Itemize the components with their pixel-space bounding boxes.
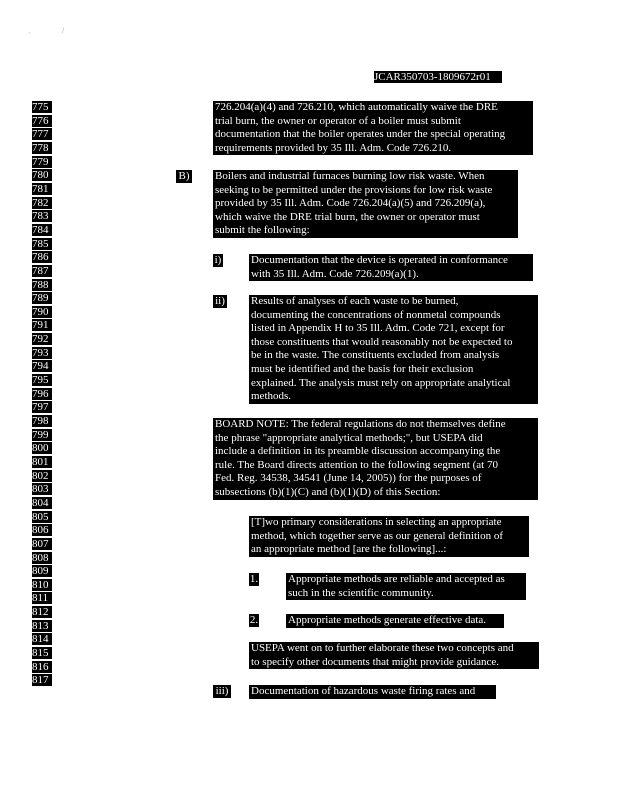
text-line: such in the scientific community. <box>288 586 434 599</box>
line-number: 817 <box>32 674 52 686</box>
line-number: 803 <box>32 483 52 495</box>
item-ii-paragraph <box>249 295 538 404</box>
item-i-marker: i) <box>214 254 222 266</box>
quote-item-1-marker: 1. <box>249 573 259 585</box>
document-id-header: JCAR350703-1809672r01 <box>374 71 502 83</box>
line-number: 811 <box>32 592 52 604</box>
text-line: Appropriate methods generate effective data. <box>288 614 487 626</box>
text-line: requirements provided by 35 Ill. Adm. Code 726.210. <box>215 141 452 154</box>
board-note-paragraph <box>213 418 538 500</box>
line-number: 793 <box>32 347 52 359</box>
text-line: be in the waste. The constituents excluded from analysis <box>251 349 500 362</box>
line-number: 788 <box>32 279 52 291</box>
text-line: documentation that the boiler operates under the special operating <box>215 128 506 141</box>
quoted-definition-paragraph <box>249 516 529 557</box>
line-number: 783 <box>32 210 52 222</box>
line-number: 813 <box>32 620 52 632</box>
text-line: to specify other documents that might provide guidance. <box>251 655 500 668</box>
quote-item-1-paragraph <box>286 573 526 600</box>
line-number: 781 <box>32 183 52 195</box>
subsection-b-paragraph <box>213 170 518 238</box>
line-number: 808 <box>32 552 52 564</box>
item-i-paragraph <box>249 254 533 281</box>
line-number: 779 <box>32 156 52 168</box>
line-number: 797 <box>32 401 52 413</box>
line-number: 800 <box>32 442 52 454</box>
item-iii-marker: iii) <box>213 685 231 698</box>
line-number: 786 <box>32 251 52 263</box>
line-number: 796 <box>32 388 52 400</box>
intro-paragraph <box>213 101 533 155</box>
line-number: 791 <box>32 319 52 331</box>
scan-mark: / <box>62 26 65 35</box>
text-line: listed in Appendix H to 35 Ill. Adm. Code 721, except for <box>251 322 505 335</box>
line-number: 794 <box>32 360 52 372</box>
text-line: the phrase "appropriate analytical methods;", but USEPA did <box>215 431 483 444</box>
text-line: Appropriate methods are reliable and accepted as <box>288 573 505 585</box>
text-line: trial burn, the owner or operator of a boiler must submit <box>215 114 461 127</box>
text-line: must be identified and the basis for their exclusion <box>251 362 474 375</box>
item-iii-paragraph <box>249 685 496 699</box>
line-number: 807 <box>32 538 52 550</box>
text-line: Fed. Reg. 34538, 34541 (June 14, 2005)) for the purposes of <box>215 472 482 485</box>
line-number: 787 <box>32 265 52 277</box>
line-number: 810 <box>32 579 52 591</box>
line-number: 784 <box>32 224 52 236</box>
line-number: 789 <box>32 292 52 304</box>
line-number: 805 <box>32 511 52 523</box>
text-line: [T]wo primary considerations in selecting an appropriate <box>251 516 502 528</box>
item-ii-marker: ii) <box>213 295 227 308</box>
line-number: 801 <box>32 456 52 468</box>
text-line: USEPA went on to further elaborate these two concepts and <box>251 642 514 654</box>
line-number: 795 <box>32 374 52 386</box>
text-line: with 35 Ill. Adm. Code 726.209(a)(1). <box>251 267 419 280</box>
line-number: 785 <box>32 238 52 250</box>
text-line: Documentation that the device is operated in conformance <box>251 254 508 266</box>
line-number: 776 <box>32 115 52 127</box>
text-line: those constituents that would reasonably not be expected to <box>251 335 513 348</box>
text-line: seeking to be permitted under the provisions for low risk waste <box>215 183 493 196</box>
text-line: subsections (b)(1)(C) and (b)(1)(D) of this Section: <box>215 485 441 498</box>
text-line: Documentation of hazardous waste firing rates and <box>251 685 476 697</box>
text-line: submit the following: <box>215 224 310 237</box>
line-number: 816 <box>32 661 52 673</box>
text-line: documenting the concentrations of nonmetal compounds <box>251 308 501 321</box>
line-number: 815 <box>32 647 52 659</box>
line-number: 809 <box>32 565 52 577</box>
subsection-b-marker: B) <box>176 170 192 183</box>
line-number: 802 <box>32 470 52 482</box>
text-line: rule. The Board directs attention to the following segment (at 70 <box>215 458 498 471</box>
text-line: include a definition in its preamble discussion accompanying the <box>215 445 501 458</box>
line-number: 806 <box>32 524 52 536</box>
line-number: 804 <box>32 497 52 509</box>
usepa-paragraph <box>249 642 539 669</box>
line-number: 792 <box>32 333 52 345</box>
line-number: 812 <box>32 606 52 618</box>
text-line: provided by 35 Ill. Adm. Code 726.204(a)(5) and 726.209(a), <box>215 197 486 210</box>
line-number: 782 <box>32 197 52 209</box>
line-number: 814 <box>32 633 52 645</box>
line-number: 778 <box>32 142 52 154</box>
line-number: 780 <box>32 169 52 181</box>
quote-item-2-marker: 2. <box>249 614 259 626</box>
text-line: explained. The analysis must rely on appropriate analytical <box>251 376 511 389</box>
text-line: method, which together serve as our general definition of <box>251 529 504 542</box>
text-line: methods. <box>251 390 292 403</box>
text-line: which waive the DRE trial burn, the owner or operator must <box>215 210 480 223</box>
quote-item-2-paragraph <box>286 614 504 628</box>
line-number: 777 <box>32 128 52 140</box>
line-number: 799 <box>32 429 52 441</box>
text-line: BOARD NOTE: The federal regulations do not themselves define <box>215 418 506 430</box>
text-line: Results of analyses of each waste to be burned, <box>251 295 459 307</box>
line-number: 798 <box>32 415 52 427</box>
text-line: an appropriate method [are the following]...: <box>251 543 447 556</box>
line-number: 775 <box>32 101 52 113</box>
scan-mark: , <box>28 26 31 35</box>
text-line: 726.204(a)(4) and 726.210, which automatically waive the DRE <box>215 101 498 113</box>
line-number: 790 <box>32 306 52 318</box>
text-line: Boilers and industrial furnaces burning low risk waste. When <box>215 170 485 182</box>
